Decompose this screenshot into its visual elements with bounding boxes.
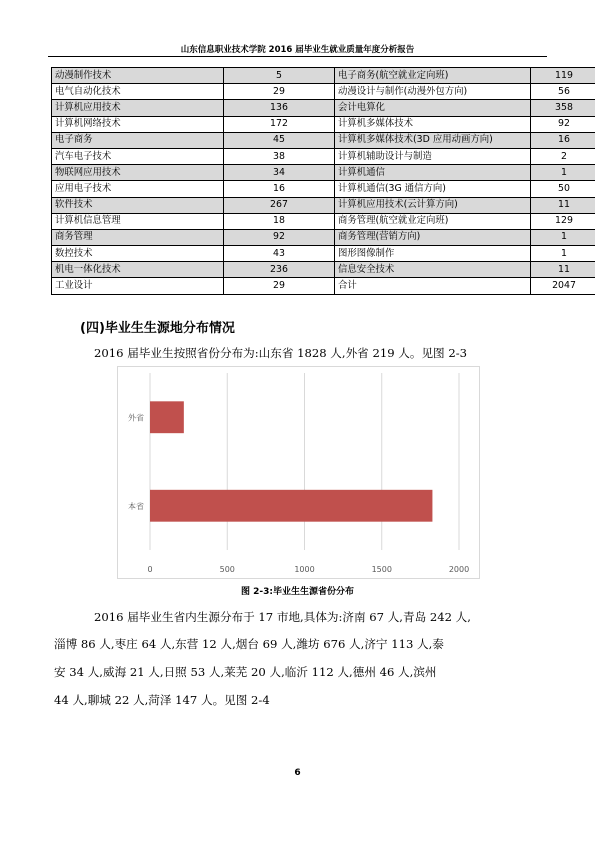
- table-row: [52, 148, 595, 164]
- count-cell: 5: [224, 68, 335, 84]
- major-name-cell: 工业设计: [52, 278, 224, 294]
- major-name-cell: 数控技术: [52, 246, 224, 262]
- major-name-cell: 计算机多媒体技术: [335, 116, 531, 132]
- count-cell: 236: [224, 262, 335, 278]
- count-cell: 56: [531, 84, 595, 100]
- major-name-cell: 电子商务: [52, 132, 224, 148]
- header-rule: [48, 56, 547, 57]
- bar: [150, 490, 432, 522]
- section-title: (四)毕业生生源地分布情况: [80, 321, 235, 336]
- count-cell: 43: [224, 246, 335, 262]
- table-row: [52, 262, 595, 278]
- major-name-cell: 计算机信息管理: [52, 213, 224, 229]
- table-row: [52, 132, 595, 148]
- major-name-cell: 合计: [335, 278, 531, 294]
- count-cell: 16: [224, 181, 335, 197]
- page-number: 6: [294, 768, 301, 778]
- province-bar-chart: [117, 366, 480, 579]
- major-name-cell: 计算机通信(3G 通信方向): [335, 181, 531, 197]
- major-name-cell: 计算机应用技术: [52, 100, 224, 116]
- table-row: [52, 68, 595, 84]
- major-name-cell: 计算机通信: [335, 165, 531, 181]
- count-cell: 267: [224, 197, 335, 213]
- major-name-cell: 商务管理: [52, 229, 224, 245]
- table-row: [52, 116, 595, 132]
- count-cell: 1: [531, 246, 595, 262]
- major-name-cell: 汽车电子技术: [52, 148, 224, 164]
- count-cell: 11: [531, 262, 595, 278]
- paragraph-province: 2016 届毕业生按照省份分布为:山东省 1828 人,外省 219 人。见图 2-3: [94, 346, 467, 360]
- paragraph-cities-line-2: 淄博 86 人,枣庄 64 人,东营 12 人,烟台 69 人,潍坊 676 人,济宁 113 人,泰: [54, 637, 444, 651]
- paragraph-cities-line-4: 44 人,聊城 22 人,菏泽 147 人。见图 2-4: [54, 693, 270, 707]
- major-name-cell: 电子商务(航空就业定向班): [335, 68, 531, 84]
- major-name-cell: 商务管理(营销方向): [335, 229, 531, 245]
- count-cell: 2047: [531, 278, 595, 294]
- major-name-cell: 电气自动化技术: [52, 84, 224, 100]
- count-cell: 34: [224, 165, 335, 181]
- major-name-cell: 机电一体化技术: [52, 262, 224, 278]
- table-row: [52, 165, 595, 181]
- major-name-cell: 计算机多媒体技术(3D 应用动画方向): [335, 132, 531, 148]
- count-cell: 18: [224, 213, 335, 229]
- count-cell: 172: [224, 116, 335, 132]
- category-label: 本省: [128, 501, 144, 511]
- count-cell: 136: [224, 100, 335, 116]
- majors-table: [51, 67, 595, 295]
- count-cell: 50: [531, 181, 595, 197]
- x-tick-label: 2000: [448, 565, 470, 574]
- count-cell: 29: [224, 278, 335, 294]
- major-name-cell: 动漫设计与制作(动漫外包方向): [335, 84, 531, 100]
- table-row: [52, 181, 595, 197]
- major-name-cell: 动漫制作技术: [52, 68, 224, 84]
- x-tick-label: 500: [219, 565, 235, 574]
- count-cell: 2: [531, 148, 595, 164]
- paragraph-cities-line-1: 2016 届毕业生省内生源分布于 17 市地,具体为:济南 67 人,青岛 242 人,: [94, 610, 471, 624]
- x-tick-label: 0: [147, 565, 153, 574]
- count-cell: 1: [531, 165, 595, 181]
- count-cell: 45: [224, 132, 335, 148]
- major-name-cell: 软件技术: [52, 197, 224, 213]
- table-row: [52, 100, 595, 116]
- count-cell: 16: [531, 132, 595, 148]
- x-tick-label: 1000: [294, 565, 315, 574]
- table-row: [52, 84, 595, 100]
- major-name-cell: 信息安全技术: [335, 262, 531, 278]
- major-name-cell: 商务管理(航空就业定向班): [335, 213, 531, 229]
- count-cell: 1: [531, 229, 595, 245]
- count-cell: 38: [224, 148, 335, 164]
- paragraph-cities-line-3: 安 34 人,威海 21 人,日照 53 人,莱芜 20 人,临沂 112 人,德州 46 人,滨州: [54, 665, 437, 679]
- table-row: [52, 246, 595, 262]
- chart-caption: 图 2-3:毕业生生源省份分布: [241, 587, 354, 597]
- table-row: [52, 197, 595, 213]
- table-row: [52, 278, 595, 294]
- count-cell: 11: [531, 197, 595, 213]
- running-header: 山东信息职业技术学院 2016 届毕业生就业质量年度分析报告: [180, 45, 415, 55]
- count-cell: 92: [531, 116, 595, 132]
- major-name-cell: 图形图像制作: [335, 246, 531, 262]
- major-name-cell: 计算机辅助设计与制造: [335, 148, 531, 164]
- count-cell: 29: [224, 84, 335, 100]
- major-name-cell: 物联网应用技术: [52, 165, 224, 181]
- count-cell: 358: [531, 100, 595, 116]
- count-cell: 119: [531, 68, 595, 84]
- major-name-cell: 计算机网络技术: [52, 116, 224, 132]
- major-name-cell: 会计电算化: [335, 100, 531, 116]
- x-tick-label: 1500: [371, 565, 392, 574]
- bar: [150, 401, 184, 433]
- category-label: 外省: [128, 413, 144, 423]
- major-name-cell: 应用电子技术: [52, 181, 224, 197]
- table-row: [52, 229, 595, 245]
- count-cell: 129: [531, 213, 595, 229]
- table-row: [52, 213, 595, 229]
- count-cell: 92: [224, 229, 335, 245]
- major-name-cell: 计算机应用技术(云计算方向): [335, 197, 531, 213]
